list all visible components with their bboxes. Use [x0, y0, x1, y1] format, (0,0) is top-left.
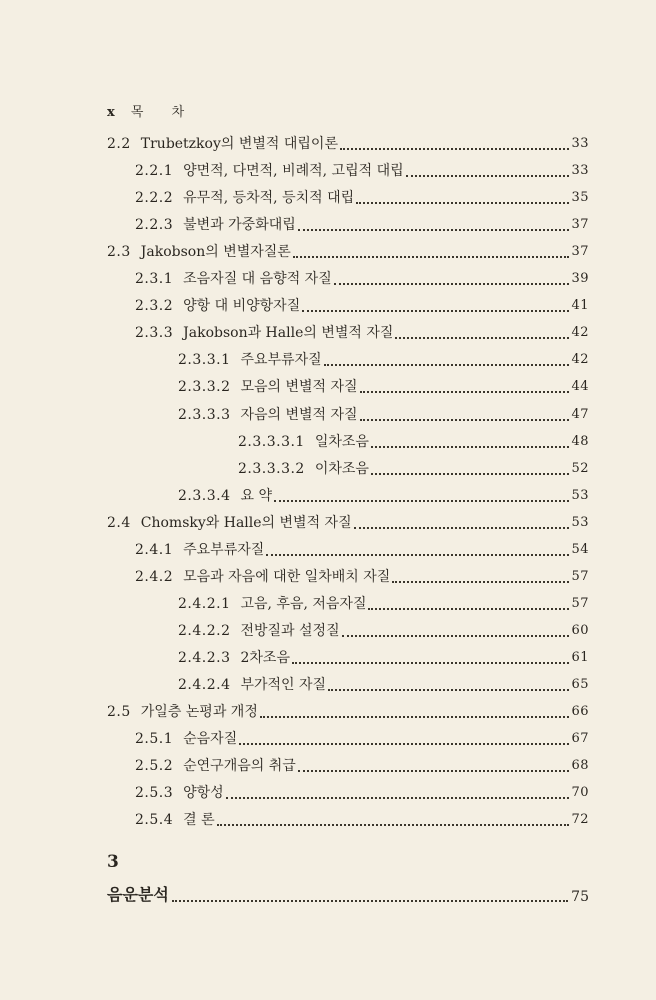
section-title: Trubetzkoy의 변별적 대립이론 [140, 136, 338, 152]
section-number: 2.5 [107, 704, 131, 720]
section-title: 양항성 [183, 785, 224, 801]
section-number: 2.4.1 [135, 542, 174, 558]
toc-entry[interactable] [135, 566, 589, 586]
page-number: 52 [571, 461, 589, 476]
section-title: 순연구개음의 취급 [183, 758, 296, 774]
leader-dots [368, 600, 569, 613]
toc-entry[interactable] [178, 485, 589, 505]
header-word-2: 차 [171, 105, 186, 120]
section-title: 일차조음 [314, 434, 369, 450]
page-number: 37 [571, 217, 589, 232]
page-number: 60 [571, 623, 589, 638]
toc-entry[interactable] [238, 458, 589, 478]
page-number: 35 [571, 190, 589, 205]
section-title: 유무적, 등차적, 등치적 대립 [183, 190, 355, 206]
leader-dots [292, 654, 569, 667]
toc-entry[interactable] [107, 512, 589, 532]
page-number: 57 [571, 596, 589, 611]
section-number: 2.2.2 [135, 190, 174, 206]
section-title: 결 론 [183, 812, 215, 828]
toc-entry[interactable] [178, 674, 589, 694]
section-title: 자음의 변별적 자질 [240, 407, 358, 423]
section-title: 요 약 [240, 488, 272, 504]
running-header [107, 101, 185, 120]
section-title: 모음의 변별적 자질 [240, 379, 358, 395]
page-number: 48 [571, 434, 589, 449]
section-title: Chomsky와 Halle의 변별적 자질 [140, 515, 352, 531]
section-title: 가일층 논평과 개정 [140, 704, 258, 720]
toc-entry[interactable] [135, 728, 589, 748]
section-title: 모음과 자음에 대한 일차배치 자질 [183, 569, 391, 585]
section-number: 2.5.1 [135, 731, 174, 747]
leader-dots [360, 383, 570, 396]
page-number: 42 [571, 352, 589, 367]
section-number: 2.3.3.4 [178, 488, 231, 504]
leader-dots [217, 816, 570, 829]
leader-dots [302, 302, 569, 315]
toc-entry[interactable] [107, 241, 589, 261]
toc-entry[interactable] [135, 160, 589, 180]
toc-entry[interactable] [135, 214, 589, 234]
section-title: 부가적인 자질 [240, 677, 327, 693]
leader-dots [334, 275, 570, 288]
section-title: 2차조음 [240, 650, 290, 666]
section-number: 2.4.2.2 [178, 623, 231, 639]
leader-dots [172, 892, 568, 905]
toc-entry[interactable] [135, 782, 589, 802]
section-number: 2.3.2 [135, 298, 174, 314]
chapter-number: 3 [107, 852, 119, 872]
section-title: 고음, 후음, 저음자질 [240, 596, 367, 612]
page-number: 44 [571, 379, 589, 394]
chapter-entry[interactable] [107, 882, 589, 905]
toc-entry[interactable] [178, 620, 589, 640]
leader-dots [406, 167, 570, 180]
toc-entry[interactable] [178, 349, 589, 369]
page-number: 42 [571, 325, 589, 340]
page-number: 33 [571, 136, 589, 151]
section-title: 이차조음 [314, 461, 369, 477]
page-number: 33 [571, 163, 589, 178]
section-number: 2.3.3.2 [178, 379, 231, 395]
leader-dots [371, 465, 570, 478]
section-number: 2.3.3 [135, 325, 174, 341]
section-title: 주요부류자질 [183, 542, 265, 558]
page-roman-numeral: x [107, 105, 116, 120]
leader-dots [274, 492, 569, 505]
section-number: 2.4.2 [135, 569, 174, 585]
section-number: 2.4 [107, 515, 131, 531]
header-word-1: 목 [130, 105, 145, 120]
section-number: 2.5.3 [135, 785, 174, 801]
section-number: 2.4.2.1 [178, 596, 231, 612]
page-number: 66 [571, 704, 589, 719]
toc-entry[interactable] [178, 404, 589, 424]
toc-entry[interactable] [135, 809, 589, 829]
section-title: Jakobson의 변별자질론 [140, 244, 291, 260]
section-number: 2.4.2.4 [178, 677, 231, 693]
page-number: 37 [571, 244, 589, 259]
page-number: 68 [571, 758, 589, 773]
toc-entry[interactable] [135, 755, 589, 775]
section-title: Jakobson과 Halle의 변별적 자질 [183, 325, 394, 341]
page-number: 47 [571, 407, 589, 422]
section-number: 2.5.2 [135, 758, 174, 774]
section-title: 조음자질 대 음향적 자질 [183, 271, 332, 287]
page-number: 65 [571, 677, 589, 692]
section-number: 2.3.3.3.2 [238, 461, 305, 477]
toc-entry[interactable] [135, 322, 589, 342]
page-number: 41 [571, 298, 589, 313]
section-title: 양항 대 비양항자질 [183, 298, 301, 314]
leader-dots [354, 519, 570, 532]
section-number: 2.2.1 [135, 163, 174, 179]
leader-dots [356, 194, 569, 207]
toc-entry[interactable] [135, 539, 589, 559]
section-title: 불변과 가중화대립 [183, 217, 296, 233]
toc-entry[interactable] [107, 701, 589, 721]
section-number: 2.2.3 [135, 217, 174, 233]
leader-dots [298, 762, 570, 775]
leader-dots [239, 735, 569, 748]
section-number: 2.3.3.3 [178, 407, 231, 423]
leader-dots [340, 140, 569, 153]
leader-dots [260, 708, 570, 721]
page-number: 61 [571, 650, 589, 665]
page-number: 67 [571, 731, 589, 746]
chapter-title: 음운분석 [107, 885, 169, 904]
page-number: 53 [571, 515, 589, 530]
page-number: 54 [571, 542, 589, 557]
page-number: 72 [571, 812, 589, 827]
section-number: 2.2 [107, 136, 131, 152]
page-number: 57 [571, 569, 589, 584]
section-number: 2.5.4 [135, 812, 174, 828]
leader-dots [324, 356, 570, 369]
leader-dots [293, 248, 570, 261]
section-number: 2.4.2.3 [178, 650, 231, 666]
page-number: 70 [571, 785, 589, 800]
section-number: 2.3.3.1 [178, 352, 231, 368]
leader-dots [226, 789, 570, 802]
leader-dots [298, 221, 570, 234]
leader-dots [371, 438, 570, 451]
toc-entry[interactable] [135, 268, 589, 288]
section-title: 전방질과 설정질 [240, 623, 340, 639]
leader-dots [392, 573, 569, 586]
section-number: 2.3.3.3.1 [238, 434, 305, 450]
toc-entry[interactable] [135, 187, 589, 207]
page-number: 39 [571, 271, 589, 286]
leader-dots [360, 411, 570, 424]
toc-entry[interactable] [238, 431, 589, 451]
section-number: 2.3.1 [135, 271, 174, 287]
leader-dots [266, 546, 569, 559]
toc-entry[interactable] [178, 647, 589, 667]
section-title: 양면적, 다면적, 비례적, 고립적 대립 [183, 163, 404, 179]
leader-dots [342, 627, 570, 640]
toc-entry[interactable] [107, 133, 589, 153]
toc-entry[interactable] [178, 593, 589, 613]
section-title: 주요부류자질 [240, 352, 322, 368]
toc-entry[interactable] [178, 376, 589, 396]
leader-dots [328, 681, 569, 694]
section-title: 순음자질 [183, 731, 238, 747]
section-number: 2.3 [107, 244, 131, 260]
leader-dots [395, 329, 569, 342]
chapter-page-number: 75 [571, 889, 589, 905]
page-number: 53 [571, 488, 589, 503]
toc-entry[interactable] [135, 295, 589, 315]
